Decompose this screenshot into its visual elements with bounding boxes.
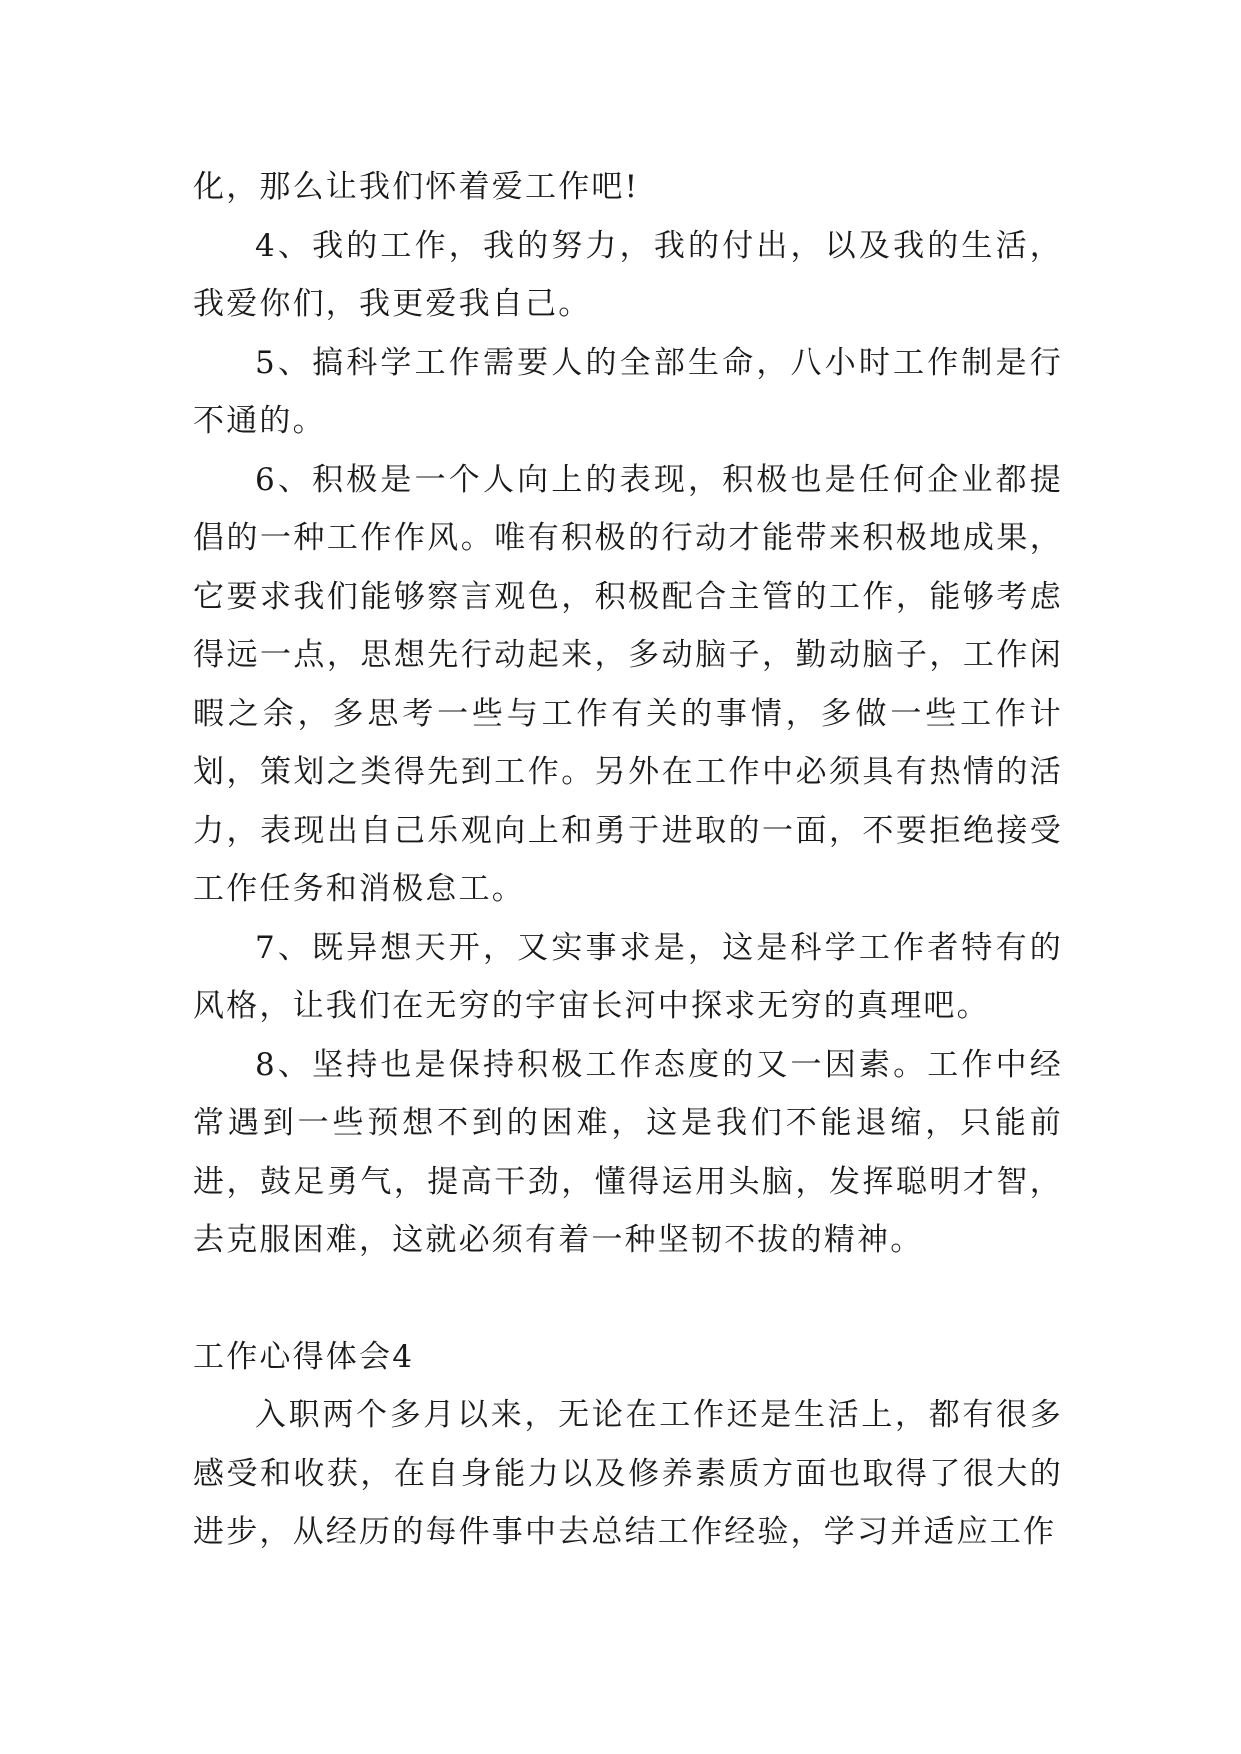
paragraph-item-5: 5、搞科学工作需要人的全部生命，八小时工作制是行不通的。 xyxy=(193,344,1063,439)
paragraph-item-7: 7、既异想天开，又实事求是，这是科学工作者特有的风格，让我们在无穷的宇宙长河中探求无穷的真理吧。 xyxy=(193,929,1063,1024)
section-heading: 工作心得体会4 xyxy=(193,1338,415,1375)
document-body xyxy=(193,158,1063,1562)
paragraph-continuation: 化，那么让我们怀着爱工作吧! xyxy=(193,169,640,205)
paragraph-item-6: 6、积极是一个人向上的表现，积极也是任何企业都提倡的一种工作作风。唯有积极的行动才能带来积极地成果，它要求我们能够察言观色，积极配合主管的工作，能够考虑得远一点，思想先行动起来，多动脑子，勤动脑子，工作闲暇之余，多思考一些与工作有关的事情，多做一些工作计划，策划之类得先到工作。另外在工作中必须具有热情的活力，表现出自己乐观向上和勇于进取的一面，不要拒绝接受工作任务和消极怠工。 xyxy=(193,461,1063,907)
paragraph-item-4: 4、我的工作，我的努力，我的付出，以及我的生活，我爱你们，我更爱我自己。 xyxy=(193,227,1063,322)
section-paragraph: 入职两个多月以来，无论在工作还是生活上，都有很多感受和收获，在自身能力以及修养素质方面也取得了很大的进步，从经历的每件事中去总结工作经验，学习并适应工作 xyxy=(193,1397,1063,1550)
paragraph-item-8: 8、坚持也是保持积极工作态度的又一因素。工作中经常遇到一些预想不到的困难，这是我们不能退缩，只能前进，鼓足勇气，提高干劲，懂得运用头脑，发挥聪明才智，去克服困难，这就必须有着一种坚韧不拔的精神。 xyxy=(193,1046,1063,1258)
